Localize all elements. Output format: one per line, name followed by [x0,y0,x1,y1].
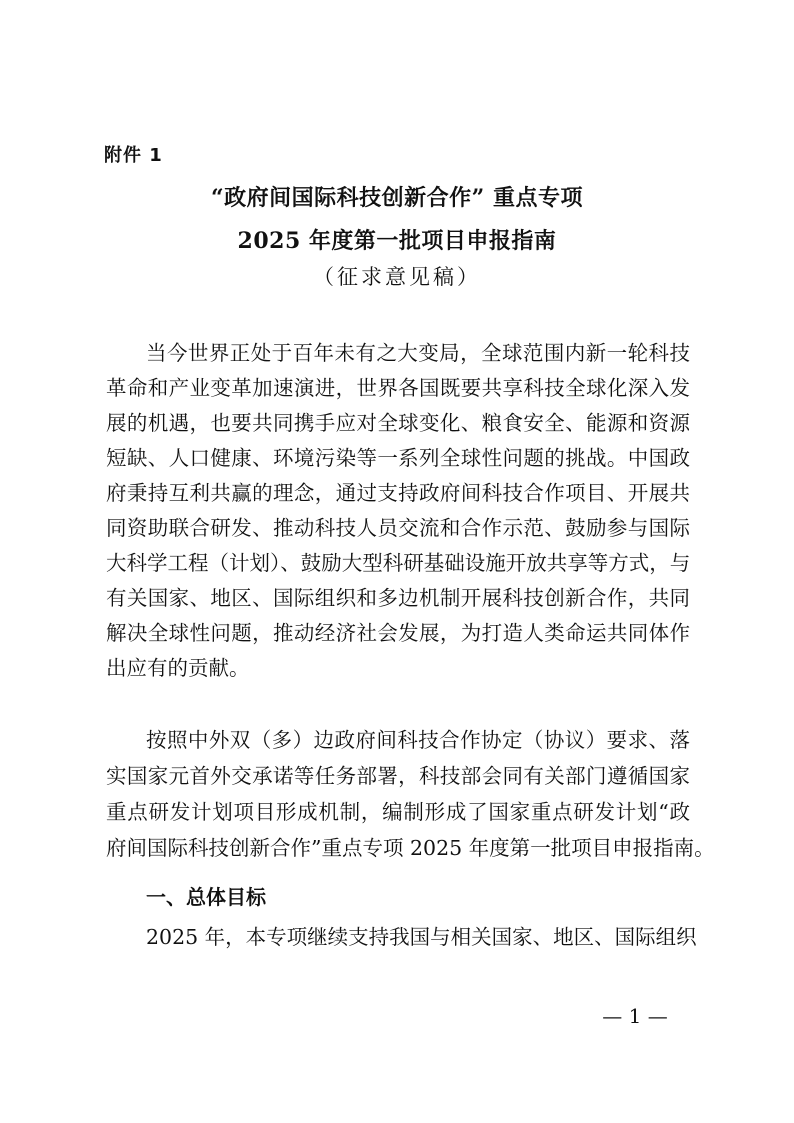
text-line: 解决全球性问题，推动经济社会发展，为打造人类命运共同体作 [106,621,690,645]
text-line: 重点研发计划项目形成机制，编制形成了国家重点研发计划“政 [106,800,690,824]
section-heading: 一、总体目标 [146,885,266,909]
text-line: 出应有的贡献。 [106,656,250,680]
text-line: 当今世界正处于百年未有之大变局，全球范围内新一轮科技 [146,341,690,365]
document-subtitle: （征求意见稿） [313,265,481,289]
text-line: 府秉持互利共赢的理念，通过支持政府间科技合作项目、开展共 [106,481,690,505]
text-line: 府间国际科技创新合作”重点专项 2025 年度第一批项目申报指南。 [106,836,715,860]
page-number: — 1 — [602,1004,668,1028]
text-line: 展的机遇，也要共同携手应对全球变化、粮食安全、能源和资源 [106,411,690,435]
document-title-line-2: 2025 年度第一批项目申报指南 [237,228,557,254]
text-line: 同资助联合研发、推动科技人员交流和合作示范、鼓励参与国际 [106,516,690,540]
text-line: 短缺、人口健康、环境污染等一系列全球性问题的挑战。中国政 [106,446,690,470]
document-title-line-1: “政府间国际科技创新合作” 重点专项 [211,185,583,211]
text-line: 大科学工程（计划）、鼓励大型科研基础设施开放共享等方式，与 [106,551,691,575]
text-line: 有关国家、地区、国际组织和多边机制开展科技创新合作，共同 [106,586,690,610]
text-line: 2025 年，本专项继续支持我国与相关国家、地区、国际组织 [146,925,697,949]
text-line: 革命和产业变革加速演进，世界各国既要共享科技全球化深入发 [106,376,690,400]
text-line: 按照中外双（多）边政府间科技合作协定（协议）要求、落 [146,728,690,752]
text-line: 实国家元首外交承诺等任务部署，科技部会同有关部门遵循国家 [106,764,690,788]
attachment-label: 附件 1 [104,145,163,166]
